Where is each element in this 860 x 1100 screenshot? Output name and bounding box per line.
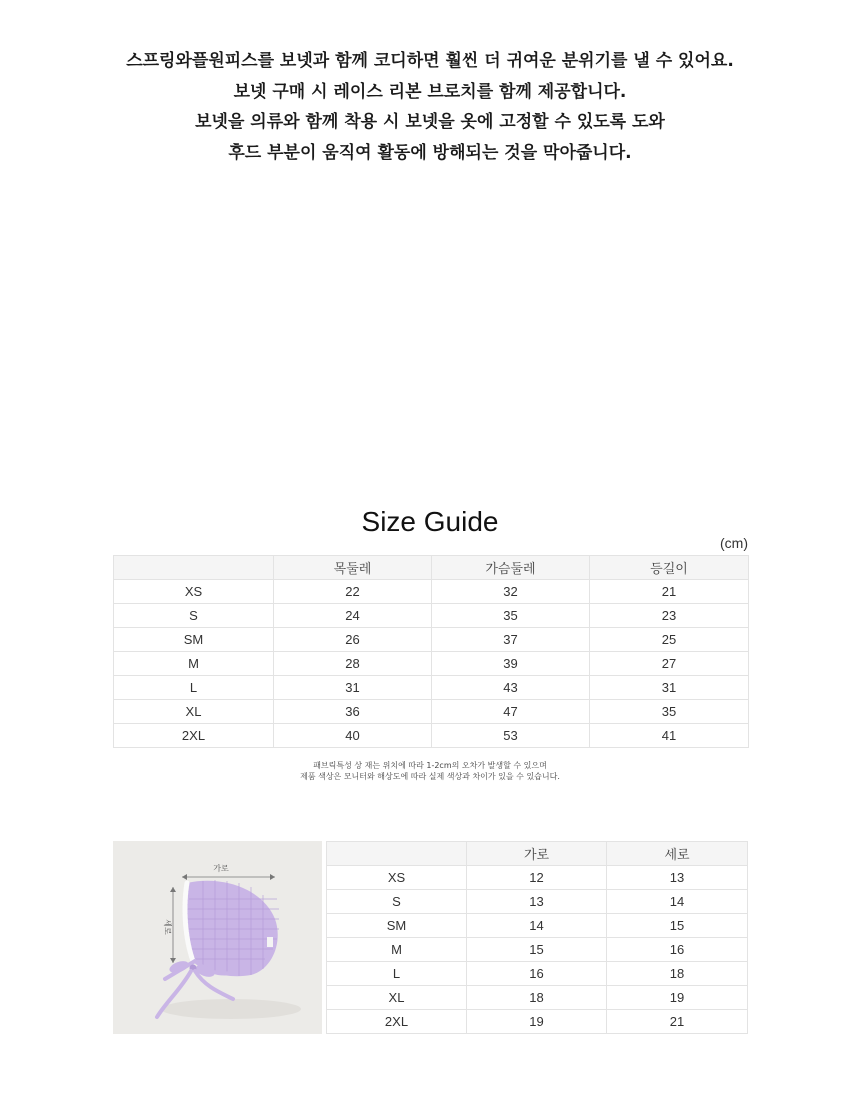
table-row: [327, 962, 748, 986]
bonnet-photo: [113, 841, 322, 1034]
value-cell: 12: [467, 866, 607, 890]
table-row: [327, 938, 748, 962]
value-cell: 24: [274, 604, 432, 628]
value-cell: 22: [274, 580, 432, 604]
table-row: [114, 604, 749, 628]
value-cell: 25: [590, 628, 749, 652]
height-label: 세로: [163, 919, 172, 935]
table-row: [327, 890, 748, 914]
size-cell: XL: [327, 986, 467, 1010]
value-cell: 35: [432, 604, 590, 628]
value-cell: 13: [467, 890, 607, 914]
intro-text: [0, 46, 860, 168]
value-cell: 19: [607, 986, 748, 1010]
value-cell: 15: [467, 938, 607, 962]
value-cell: 28: [274, 652, 432, 676]
size-guide-table: [113, 555, 749, 748]
value-cell: 14: [607, 890, 748, 914]
value-cell: 37: [432, 628, 590, 652]
header-cell: 가슴둘레: [432, 556, 590, 580]
size-cell: SM: [327, 914, 467, 938]
header-cell: [327, 842, 467, 866]
header-cell: 세로: [607, 842, 748, 866]
value-cell: 39: [432, 652, 590, 676]
value-cell: 27: [590, 652, 749, 676]
table-row: [114, 700, 749, 724]
header-cell: 가로: [467, 842, 607, 866]
value-cell: 23: [590, 604, 749, 628]
value-cell: 41: [590, 724, 749, 748]
size-cell: S: [114, 604, 274, 628]
note-line: 패브릭특성 상 재는 위치에 따라 1-2cm의 오차가 발생할 수 있으며: [313, 761, 547, 770]
size-cell: SM: [114, 628, 274, 652]
size-cell: L: [327, 962, 467, 986]
value-cell: 19: [467, 1010, 607, 1034]
size-guide-title: Size Guide: [361, 506, 499, 537]
intro-line: 보넷을 의류와 함께 착용 시 보넷을 옷에 고정할 수 있도록 도와: [195, 112, 665, 132]
size-cell: XL: [114, 700, 274, 724]
value-cell: 18: [467, 986, 607, 1010]
value-cell: 18: [607, 962, 748, 986]
value-cell: 15: [607, 914, 748, 938]
size-cell: 2XL: [327, 1010, 467, 1034]
intro-line: 스프링와플원피스를 보넷과 함께 코디하면 훨씬 더 귀여운 분위기를 낼 수 있어요.: [126, 51, 734, 71]
size-cell: XS: [327, 866, 467, 890]
table-row: [114, 652, 749, 676]
size-cell: S: [327, 890, 467, 914]
size-cell: XS: [114, 580, 274, 604]
value-cell: 31: [590, 676, 749, 700]
table-header-row: [327, 842, 748, 866]
value-cell: 43: [432, 676, 590, 700]
value-cell: 16: [607, 938, 748, 962]
value-cell: 53: [432, 724, 590, 748]
value-cell: 13: [607, 866, 748, 890]
value-cell: 47: [432, 700, 590, 724]
header-cell: [114, 556, 274, 580]
value-cell: 26: [274, 628, 432, 652]
table-row: [114, 580, 749, 604]
value-cell: 21: [590, 580, 749, 604]
table-row: [327, 1010, 748, 1034]
size-cell: M: [327, 938, 467, 962]
intro-line: 보넷 구매 시 레이스 리본 브로치를 함께 제공합니다.: [233, 81, 627, 102]
value-cell: 16: [467, 962, 607, 986]
value-cell: 36: [274, 700, 432, 724]
header-cell: 등길이: [590, 556, 749, 580]
table-header-row: [114, 556, 749, 580]
note-line: 제품 색상은 모니터와 해상도에 따라 실제 색상과 차이가 있을 수 있습니다.: [300, 772, 560, 781]
intro-line: 후드 부분이 움직여 활동에 방해되는 것을 막아줍니다.: [228, 142, 632, 163]
size-cell: M: [114, 652, 274, 676]
value-cell: 31: [274, 676, 432, 700]
value-cell: 32: [432, 580, 590, 604]
value-cell: 14: [467, 914, 607, 938]
size-notes: [0, 760, 860, 782]
bonnet-size-table: [326, 841, 748, 1034]
bonnet-illustration: [113, 841, 322, 1034]
table-row: [327, 986, 748, 1010]
value-cell: 40: [274, 724, 432, 748]
table-row: [114, 724, 749, 748]
value-cell: 21: [607, 1010, 748, 1034]
width-label: 가로: [213, 864, 229, 873]
table-row: [327, 914, 748, 938]
value-cell: 35: [590, 700, 749, 724]
size-cell: L: [114, 676, 274, 700]
header-cell: 목둘레: [274, 556, 432, 580]
table-row: [114, 676, 749, 700]
size-cell: 2XL: [114, 724, 274, 748]
table-row: [114, 628, 749, 652]
table-row: [327, 866, 748, 890]
unit-label: (cm): [720, 535, 748, 551]
